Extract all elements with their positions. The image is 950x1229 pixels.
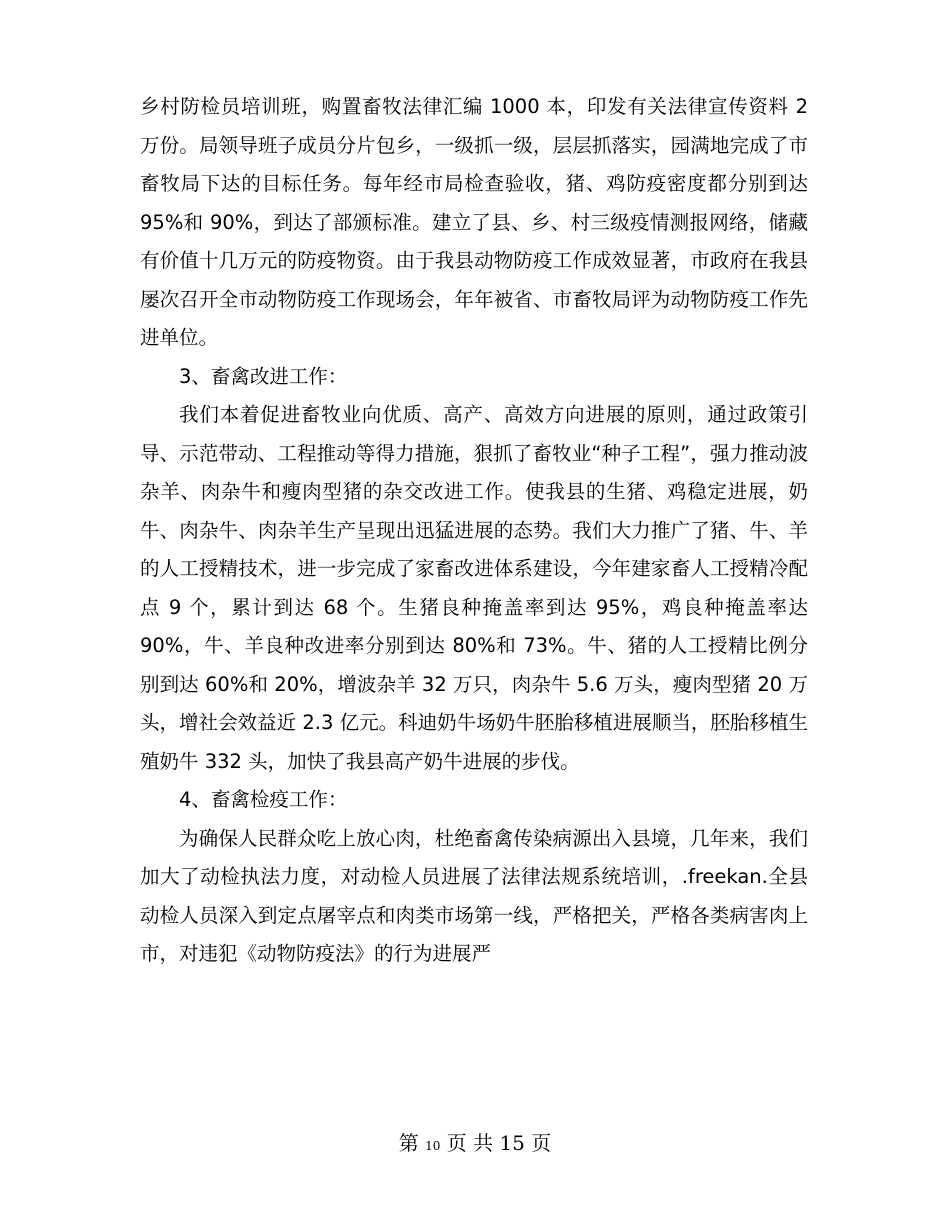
footer-suffix: 页 (531, 1131, 552, 1155)
paragraph-quarantine: 为确保人民群众吃上放心肉，杜绝畜禽传染病源出入县境，几年来，我们加大了动检执法力度，对动检人员进展了法律法规系统培训，.freekan.全县动检人员深入到定点屠宰点和肉类市场第一线，严格把关，严格各类病害肉上市，对违犯《动物防疫法》的行为进展严 (140, 826, 808, 965)
body-text (140, 88, 808, 974)
footer-total-pages: 15 (499, 1131, 525, 1155)
paragraph-breed-improvement: 我们本着促进畜牧业向优质、高产、高效方向进展的原则，通过政策引导、示范带动、工程推动等得力措施，狠抓了畜牧业“种子工程”，强力推动波杂羊、肉杂牛和瘦肉型猪的杂交改进工作。使我县的生猪、鸡稳定进展，奶牛、肉杂牛、肉杂羊生产呈现出迅猛进展的态势。我们大力推广了猪、牛、羊的人工授精技术，进一步完成了家畜改进体系建设，今年建家畜人工授精冷配点 9 个，累计到达 68 个。生猪良种掩盖率到达 95%，鸡良种掩盖率达 90%，牛、羊良种改进率分别到达 80%和 73%。牛、猪的人工授精比例分别到达 60%和 20%，增波杂羊 32 万只，肉杂牛 5.6 万头，瘦肉型猪 20 万头，增社会效益近 2.3 亿元。科迪奶牛场奶牛胚胎移植进展顺当，胚胎移植生殖奶牛 332 头，加快了我县高产奶牛进展的步伐。 (140, 403, 808, 773)
paragraph-epidemic-prevention: 乡村防检员培训班，购置畜牧法律汇编 1000 本，印发有关法律宣传资料 2 万份。局领导班子成员分片包乡，一级抓一级，层层抓落实，园满地完成了市畜牧局下达的目标任务。每年经市局检查验收，猪、鸡防疫密度都分别到达 95%和 90%，到达了部颁标准。建立了县、乡、村三级疫情测报网络，储藏有价值十几万元的防疫物资。由于我县动物防疫工作成效显著，市政府在我县屡次召开全市动物防疫工作现场会，年年被省、市畜牧局评为动物防疫工作先进单位。 (140, 95, 808, 349)
footer-page-number: 10 (425, 1139, 441, 1153)
footer-middle: 页 共 (446, 1131, 494, 1155)
page-footer (0, 1128, 950, 1161)
heading-breed-improvement: 3、畜禽改进工作： (179, 364, 348, 388)
footer-prefix: 第 (398, 1131, 419, 1155)
heading-quarantine: 4、畜禽检疫工作： (179, 788, 348, 811)
